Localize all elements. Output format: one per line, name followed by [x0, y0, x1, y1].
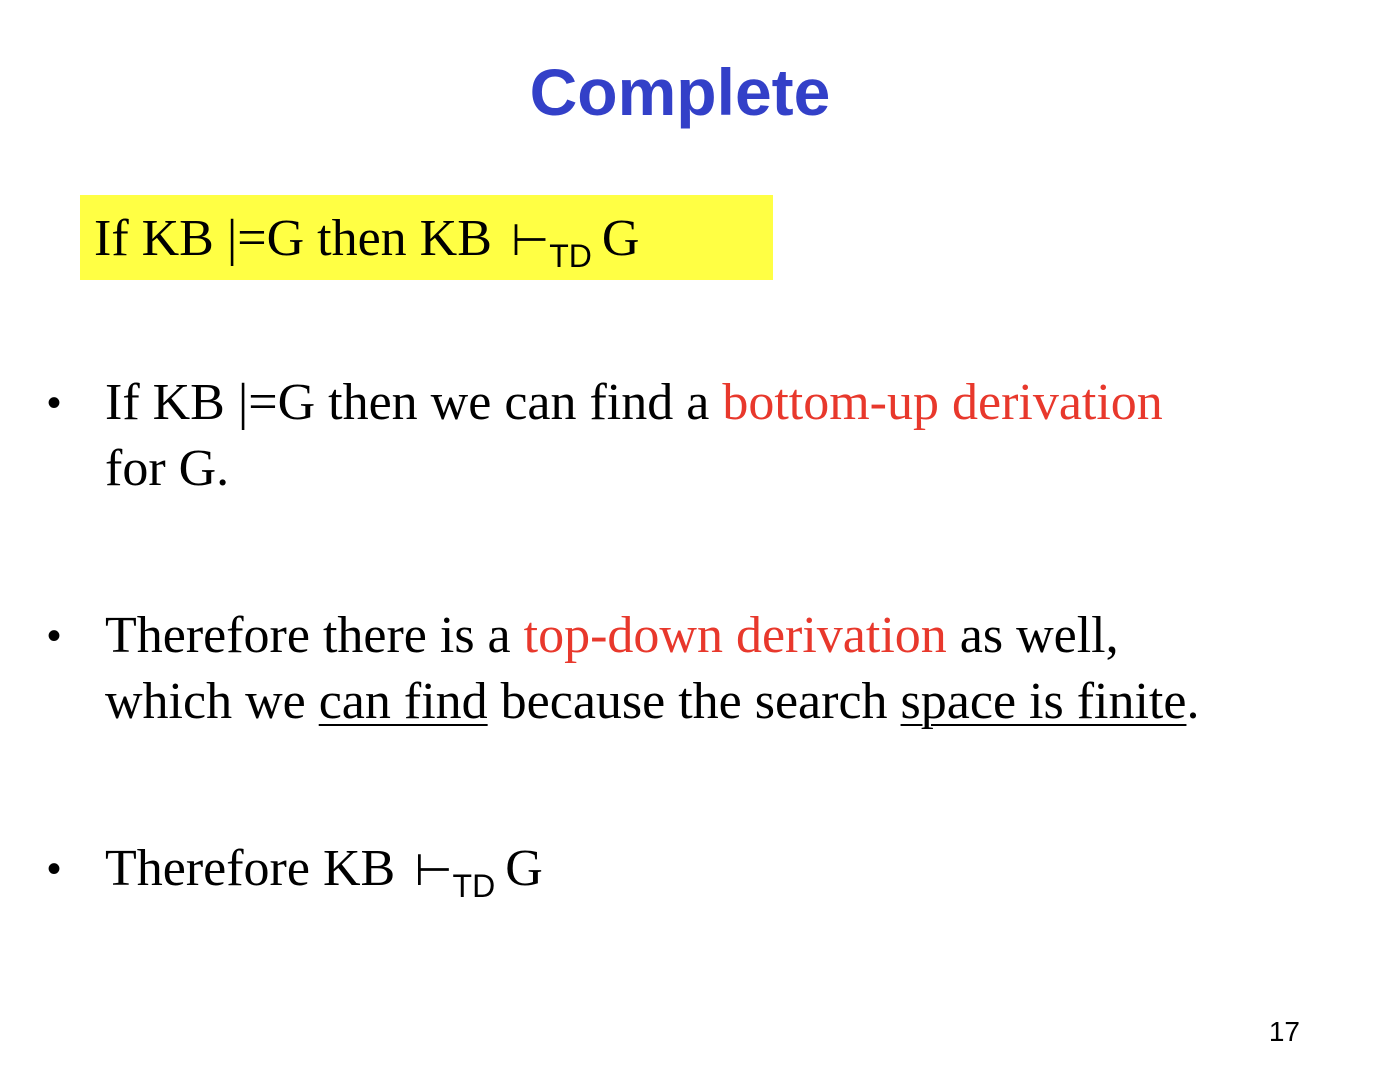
bullet-3-suffix: G — [505, 840, 543, 897]
bullet-2-highlight: top-down derivation — [523, 607, 947, 664]
bullet-3-prefix: Therefore KB — [105, 840, 409, 897]
turnstile-subscript: TD — [452, 868, 496, 904]
bullet-2-text-line2-start: which we — [105, 673, 319, 730]
bullet-item-3 — [47, 836, 1347, 907]
bullet-2-underline-can-find: can find — [318, 673, 488, 730]
bullet-1-text-start: If KB |=G then we can find a — [105, 374, 723, 431]
bullet-2-text-line2-middle: because the search — [487, 673, 901, 730]
turnstile-symbol: ⊢ — [510, 216, 550, 265]
turnstile-symbol: ⊢ — [414, 846, 453, 895]
page-number: 17 — [1268, 1016, 1300, 1047]
bullet-item-2 — [47, 603, 1347, 735]
theorem-suffix: G — [601, 210, 640, 267]
bullet-text — [105, 836, 1347, 907]
bullet-2-text-start: Therefore there is a — [105, 607, 524, 664]
bullet-2-text-end: . — [1186, 673, 1200, 730]
bullet-1-line-2: for G. — [105, 440, 230, 497]
bullet-text — [105, 370, 1347, 502]
bullet-2-underline-space-finite: space is finite — [900, 673, 1187, 730]
theorem-box — [80, 195, 773, 280]
theorem-prefix: If KB |=G then KB — [94, 210, 505, 267]
bullet-text — [105, 603, 1347, 735]
turnstile-subscript: TD — [549, 238, 592, 274]
bullet-1-highlight: bottom-up derivation — [722, 374, 1163, 431]
bullet-item-1 — [47, 370, 1347, 502]
slide-title: Complete — [529, 55, 831, 129]
bullet-2-text-middle: as well, — [946, 607, 1119, 664]
bullet-marker: • — [47, 847, 62, 891]
bullet-marker: • — [47, 614, 62, 658]
bullet-marker: • — [47, 381, 62, 425]
